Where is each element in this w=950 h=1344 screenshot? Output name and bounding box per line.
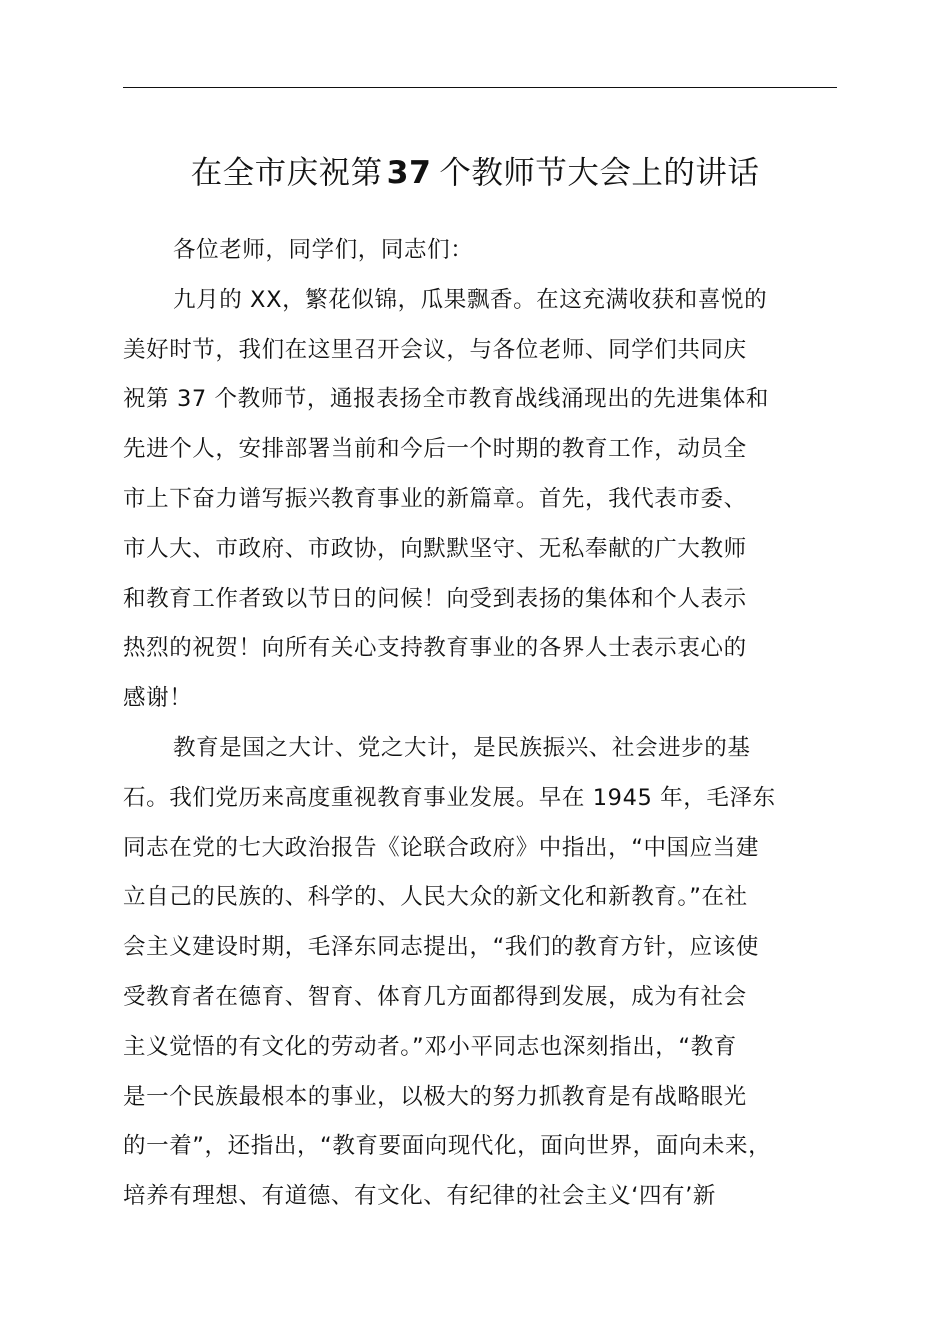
page-title: [0, 150, 950, 196]
text-line: 同志在党的七大政治报告《论联合政府》中指出，“中国应当建: [123, 834, 759, 861]
title-suffix: 个教师节大会上的讲话: [439, 155, 760, 191]
text-line: 石。我们党历来高度重视教育事业发展。早在 1945 年，毛泽东: [123, 784, 776, 811]
text-line: 立自己的民族的、科学的、人民大众的新文化和新教育。”在社: [123, 884, 748, 911]
text-line: 受教育者在德育、智育、体育几方面都得到发展，成为有社会: [123, 983, 747, 1010]
text-line: 市上下奋力谱写振兴教育事业的新篇章。首先，我代表市委、: [123, 485, 747, 512]
text-line: 和教育工作者致以节日的问候！向受到表扬的集体和个人表示: [123, 585, 747, 612]
title-prefix: 在全市庆祝第: [190, 155, 383, 191]
text-line: 主义觉悟的有文化的劳动者。”邓小平同志也深刻指出，“教育: [123, 1033, 737, 1060]
text-line: 培养有理想、有道德、有文化、有纪律的社会主义‘四有’新: [123, 1183, 717, 1210]
text-line: 的一着”，还指出，“教育要面向现代化，面向世界，面向未来，: [123, 1133, 772, 1160]
body-text: [123, 226, 863, 1222]
title-number: 37: [386, 155, 432, 191]
text-line: 美好时节，我们在这里召开会议，与各位老师、同学们共同庆: [123, 336, 747, 363]
header-rule: [123, 87, 837, 88]
text-line: 教育是国之大计、党之大计，是民族振兴、社会进步的基: [173, 734, 751, 761]
text-line: 九月的 XX，繁花似锦，瓜果飘香。在这充满收获和喜悦的: [173, 286, 768, 313]
text-line: 各位老师，同学们，同志们：: [173, 237, 474, 263]
text-line: 会主义建设时期，毛泽东同志提出，“我们的教育方针，应该使: [123, 934, 759, 961]
text-line: 感谢！: [123, 685, 193, 712]
text-line: 先进个人，安排部署当前和今后一个时期的教育工作，动员全: [123, 436, 747, 463]
text-line: 祝第 37 个教师节，通报表扬全市教育战线涌现出的先进集体和: [123, 386, 769, 413]
text-line: 市人大、市政府、市政协，向默默坚守、无私奉献的广大教师: [123, 535, 747, 562]
text-line: 热烈的祝贺！向所有关心支持教育事业的各界人士表示衷心的: [123, 635, 747, 662]
text-line: 是一个民族最根本的事业，以极大的努力抓教育是有战略眼光: [123, 1083, 747, 1110]
